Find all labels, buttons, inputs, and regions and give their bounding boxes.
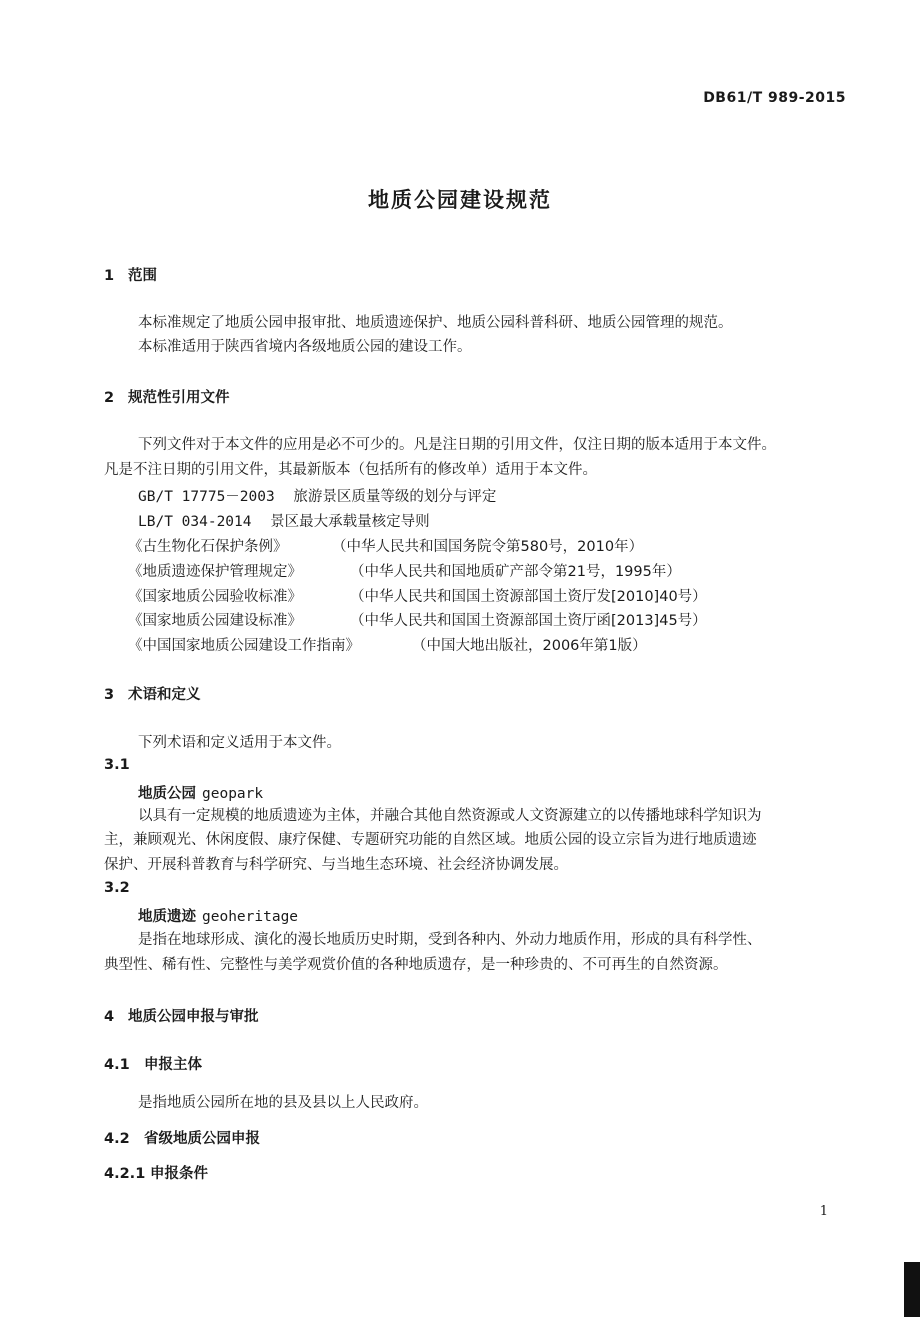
definition-line: 是指在地球形成、演化的漫长地质历史时期，受到各种内、外动力地质作用，形成的具有科学性、 <box>138 932 762 948</box>
page-title: 地质公园建设规范 <box>368 188 552 212</box>
reference-code: LB/T 034-2014 <box>138 514 252 530</box>
reference-item <box>128 535 644 556</box>
term-heading <box>138 905 298 926</box>
reference-title: 旅游景区质量等级的划分与评定 <box>293 489 497 505</box>
section-number: 2 <box>104 390 115 406</box>
subsection-number: 4.2.1 <box>104 1166 146 1182</box>
reference-source: （中国大地出版社，2006年第1版） <box>412 638 647 654</box>
section-1-heading <box>104 264 157 285</box>
paragraph: 下列文件对于本文件的应用是必不可少的。凡是注日期的引用文件，仅注日期的版本适用于本文件。 <box>138 437 776 453</box>
section-number: 1 <box>104 268 115 284</box>
subsection-title: 申报条件 <box>150 1166 208 1182</box>
section-title: 地质公园申报与审批 <box>128 1009 259 1025</box>
reference-document: 《地质遗迹保护管理规定》 <box>128 564 302 580</box>
definition-line: 主，兼顾观光、休闲度假、康疗保健、专题研究功能的自然区域。地质公园的设立宗旨为进行地质遗迹 <box>104 832 757 848</box>
reference-source: （中华人民共和国国土资源部国土资厅函[2013]45号） <box>350 613 707 629</box>
subsection-4-2-1-heading <box>104 1162 208 1183</box>
paragraph: 本标准适用于陕西省境内各级地质公园的建设工作。 <box>138 339 472 355</box>
reference-document: 《中国国家地质公园建设工作指南》 <box>128 638 360 654</box>
section-2-heading <box>104 386 230 407</box>
reference-item <box>128 585 707 606</box>
term-english: geopark <box>202 786 264 802</box>
subsection-number: 4.1 <box>104 1057 130 1073</box>
reference-item <box>138 510 430 531</box>
term-english: geoheritage <box>202 909 299 925</box>
definition-line: 典型性、稀有性、完整性与美学观赏价值的各种地质遗存，是一种珍贵的、不可再生的自然资源。 <box>104 957 728 973</box>
paragraph: 下列术语和定义适用于本文件。 <box>138 735 341 751</box>
section-title: 术语和定义 <box>128 687 201 703</box>
reference-source: （中华人民共和国国土资源部国土资厅发[2010]40号） <box>350 589 707 605</box>
section-number: 3 <box>104 687 115 703</box>
standard-code: DB61/T 989-2015 <box>703 90 846 106</box>
page-number: 1 <box>819 1204 828 1219</box>
section-title: 规范性引用文件 <box>128 390 230 406</box>
reference-document: 《国家地质公园建设标准》 <box>128 613 302 629</box>
reference-code: GB/T 17775－2003 <box>138 489 275 505</box>
subsection-title: 省级地质公园申报 <box>144 1131 260 1147</box>
term-number: 3.2 <box>104 880 130 896</box>
paragraph: 本标准规定了地质公园申报审批、地质遗迹保护、地质公园科普科研、地质公园管理的规范。 <box>138 315 733 331</box>
scan-edge-mark <box>904 1262 920 1317</box>
definition-line: 以具有一定规模的地质遗迹为主体，并融合其他自然资源或人文资源建立的以传播地球科学知识为 <box>138 808 762 824</box>
reference-source: （中华人民共和国国务院令第580号，2010年） <box>332 539 644 555</box>
section-title: 范围 <box>128 268 157 284</box>
paragraph: 凡是不注日期的引用文件，其最新版本（包括所有的修改单）适用于本文件。 <box>104 462 597 478</box>
paragraph: 是指地质公园所在地的县及县以上人民政府。 <box>138 1095 428 1111</box>
subsection-4-1-heading <box>104 1053 202 1074</box>
reference-document: 《古生物化石保护条例》 <box>128 539 288 555</box>
reference-item <box>138 485 496 506</box>
reference-item <box>128 560 681 581</box>
section-3-heading <box>104 683 201 704</box>
reference-item <box>128 609 707 630</box>
subsection-title: 申报主体 <box>144 1057 202 1073</box>
section-4-heading <box>104 1005 259 1026</box>
term-heading <box>138 782 263 803</box>
section-number: 4 <box>104 1009 115 1025</box>
term-number: 3.1 <box>104 757 130 773</box>
reference-source: （中华人民共和国地质矿产部令第21号，1995年） <box>350 564 681 580</box>
term-name: 地质遗迹 <box>138 909 196 925</box>
subsection-4-2-heading <box>104 1127 260 1148</box>
term-name: 地质公园 <box>138 786 196 802</box>
reference-document: 《国家地质公园验收标准》 <box>128 589 302 605</box>
reference-title: 景区最大承载量核定导则 <box>270 514 430 530</box>
reference-item <box>128 634 647 655</box>
definition-line: 保护、开展科普教育与科学研究、与当地生态环境、社会经济协调发展。 <box>104 857 568 873</box>
subsection-number: 4.2 <box>104 1131 130 1147</box>
